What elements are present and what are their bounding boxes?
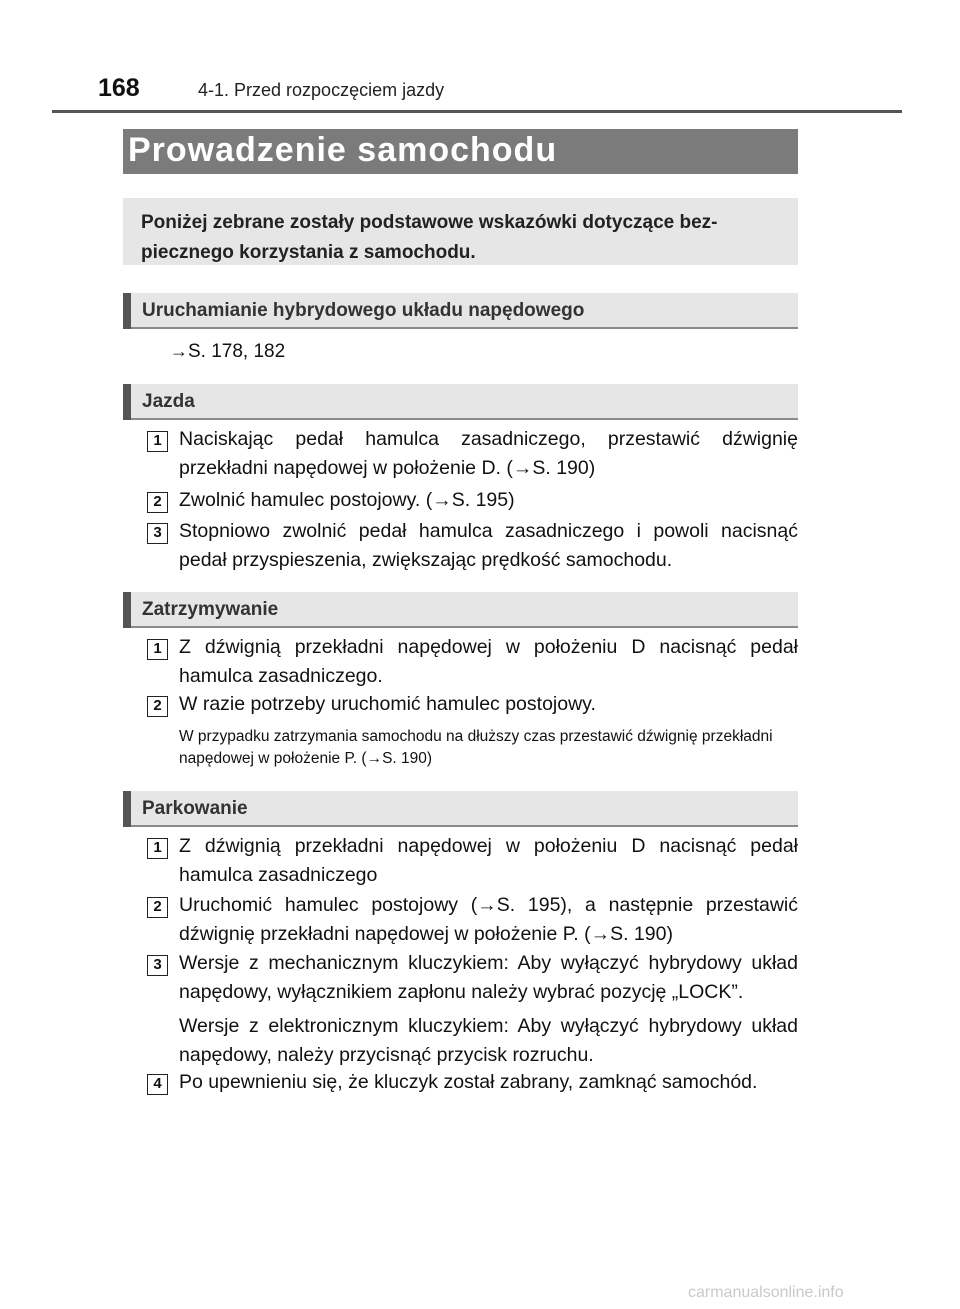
step-number: 2 [147,897,168,918]
step-text-extra: Wersje z elektronicznym kluczykiem: Aby wyłączyć hybrydowy układ napędowy, należy przycisnąć przycisk rozruchu. [179,1015,798,1066]
step-text: Uruchomić hamulec postojowy (→S. 195), a następnie przestawić dźwignię przekładni napędowej w położenie P. (→S. 190) [179,894,798,945]
page-number: 168 [98,74,140,102]
section-heading-label: Jazda [142,391,195,412]
note-text: W przypadku zatrzymania samochodu na dłuższy czas przestawić dźwignię przekładni napędowej w położenie P. (→S. 190) [179,728,773,767]
section-heading-label: Parkowanie [142,798,248,819]
step-number: 3 [147,523,168,544]
intro-text: Poniżej zebrane zostały podstawowe wskazówki dotyczące bez- piecznego korzystania z samochodu. [141,212,718,263]
section-heading-park [123,791,798,827]
step-number: 1 [147,431,168,452]
page-title: Prowadzenie samochodu [128,131,558,169]
section-marker [123,384,131,420]
step-text: Zwolnić hamulec postojowy. (→S. 195) [179,489,515,511]
header-rule [52,110,902,113]
section-heading-stop [123,592,798,628]
step-number: 2 [147,492,168,513]
arrow-right-icon: → [170,341,188,361]
step-text: W razie potrzeby uruchomić hamulec postojowy. [179,693,596,715]
chapter-title: 4-1. Przed rozpoczęciem jazdy [198,80,445,100]
step-number: 1 [147,639,168,660]
step-text: Z dźwignią przekładni napędowej w położeniu D nacisnąć pedał hamulca zasadniczego [179,835,798,886]
start-reference [170,341,285,363]
watermark: carmanualsonline.info [688,1284,844,1301]
step-text: Wersje z mechanicznym kluczykiem: Aby wyłączyć hybrydowy układ napędowy, wyłącznikiem zapłonu należy wybrać pozycję „LOCK”. [179,952,798,1003]
step-text: Stopniowo zwolnić pedał hamulca zasadniczego i powoli nacisnąć pedał przyspieszenia, zwiększając prędkość samochodu. [179,520,798,571]
section-marker [123,791,131,827]
step-number: 2 [147,696,168,717]
start-reference-text: S. 178, 182 [188,341,286,362]
section-marker [123,592,131,628]
step-number: 3 [147,955,168,976]
section-heading-start [123,293,798,329]
step-text: Po upewnieniu się, że kluczyk został zabrany, zamknąć samochód. [179,1071,758,1093]
step-text: Z dźwignią przekładni napędowej w położeniu D nacisnąć pedał hamulca zasadniczego. [179,636,798,687]
section-heading-drive [123,384,798,420]
section-heading-label: Zatrzymywanie [142,599,279,620]
step-text: Naciskając pedał hamulca zasadniczego, przestawić dźwignię przekładni napędowej w położenie D. (→S. 190) [179,428,798,479]
section-heading-label: Uruchamianie hybrydowego układu napędowego [142,300,585,321]
section-marker [123,293,131,329]
step-number: 1 [147,838,168,859]
step-number: 4 [147,1074,168,1095]
